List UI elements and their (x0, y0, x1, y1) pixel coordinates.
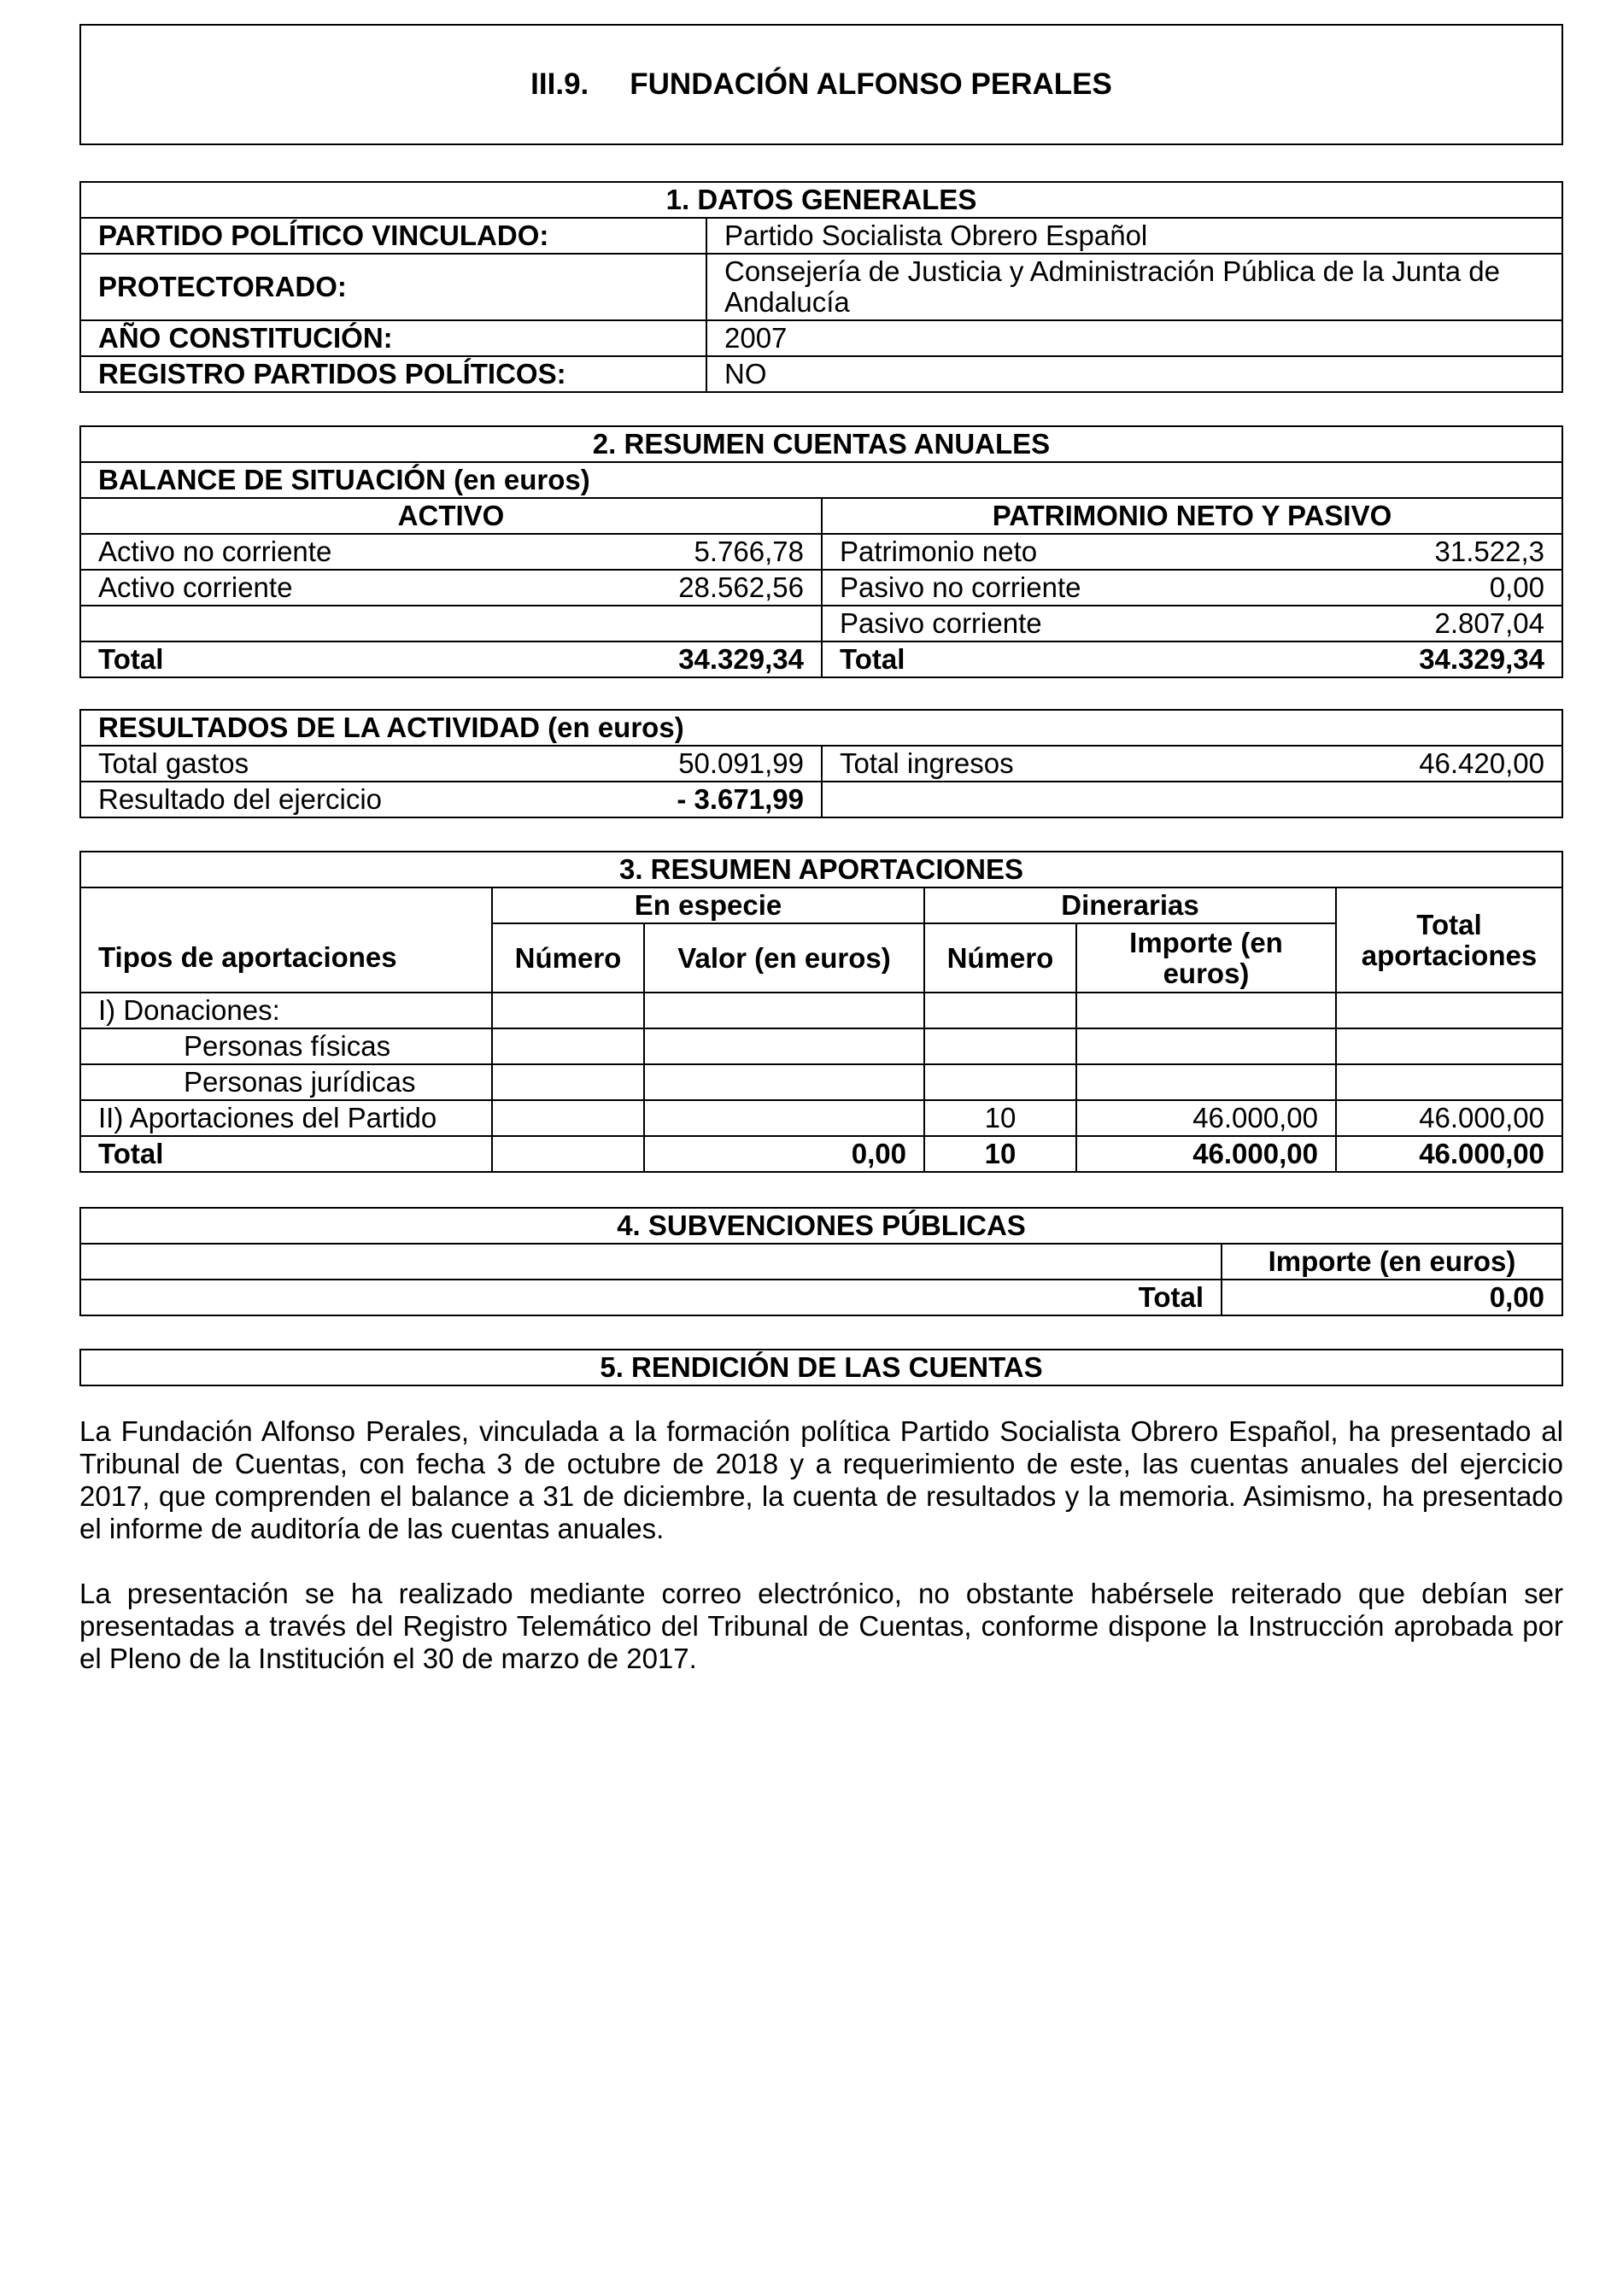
especie-valor (644, 993, 924, 1028)
gastos-value: 50.091,99 (550, 746, 822, 782)
section-number: III.9. (530, 67, 589, 101)
dinerarias-importe: 46.000,00 (1076, 1100, 1336, 1136)
subvenciones-total-label: Total (80, 1280, 1222, 1315)
activo-value: 5.766,78 (550, 534, 822, 570)
dinerarias-numero (924, 1028, 1076, 1064)
empty-cell (80, 1244, 1222, 1280)
importe-header: Importe (en euros) (1076, 923, 1336, 993)
pasivo-value: 2.807,04 (1300, 606, 1562, 641)
balance-title: BALANCE DE SITUACIÓN (en euros) (80, 462, 1562, 498)
total-row (80, 1136, 1562, 1172)
registro-label: REGISTRO PARTIDOS POLÍTICOS: (80, 356, 706, 392)
partido-label: PARTIDO POLÍTICO VINCULADO: (80, 218, 706, 254)
total-pasivo-label: Total (822, 641, 1300, 677)
registro-value: NO (706, 356, 1562, 392)
subvenciones-table (79, 1207, 1563, 1316)
table-row (80, 534, 1562, 570)
ingresos-value: 46.420,00 (1300, 746, 1562, 782)
pasivo-label: Pasivo corriente (822, 606, 1300, 641)
pasivo-label: Pasivo no corriente (822, 570, 1300, 606)
total-especie-valor: 0,00 (644, 1136, 924, 1172)
pasivo-label: Patrimonio neto (822, 534, 1300, 570)
pasivo-header: PATRIMONIO NETO Y PASIVO (822, 498, 1562, 534)
document-title (79, 24, 1563, 145)
activo-value: 28.562,56 (550, 570, 822, 606)
valor-header: Valor (en euros) (644, 923, 924, 993)
rendicion-paragraph-2: La presentación se ha realizado mediante correo electrónico, no obstante habérsele reiterado que debían ser presentadas a través del Registro Telemático del Tribunal de Cuentas, conforme dispone la Instrucción aprobada por el Pleno de la Institución el 30 de marzo de 2017. (79, 1578, 1563, 1674)
activo-label: Activo corriente (80, 570, 550, 606)
resumen-heading: 2. RESUMEN CUENTAS ANUALES (80, 426, 1562, 462)
aportaciones-heading: 3. RESUMEN APORTACIONES (80, 852, 1562, 887)
total-especie-numero (492, 1136, 644, 1172)
activo-label: Activo no corriente (80, 534, 550, 570)
aportaciones-table (79, 851, 1563, 1173)
datos-generales-table (79, 181, 1563, 393)
especie-numero (492, 1064, 644, 1100)
total-label: Total (80, 1136, 492, 1172)
resultado-label: Resultado del ejercicio (80, 782, 550, 817)
table-row (80, 606, 1562, 641)
total-row (80, 641, 1562, 677)
datos-heading: 1. DATOS GENERALES (80, 182, 1562, 218)
table-row (80, 993, 1562, 1028)
table-row (80, 570, 1562, 606)
especie-numero (492, 1028, 644, 1064)
partido-value: Partido Socialista Obrero Español (706, 218, 1562, 254)
dinerarias-numero: 10 (924, 1100, 1076, 1136)
table-row (80, 746, 1562, 782)
especie-numero (492, 1100, 644, 1136)
total-row (80, 1280, 1562, 1315)
especie-numero-header: Número (492, 923, 644, 993)
en-especie-header: En especie (492, 887, 924, 923)
importe-header: Importe (en euros) (1222, 1244, 1562, 1280)
total-aportaciones-header: Total aportaciones (1336, 887, 1562, 993)
total-aportacion (1336, 993, 1562, 1028)
total-aportacion (1336, 1064, 1562, 1100)
dinerarias-header: Dinerarias (924, 887, 1336, 923)
total-activo-value: 34.329,34 (550, 641, 822, 677)
table-row (80, 1064, 1562, 1100)
total-aportacion (1336, 1028, 1562, 1064)
activo-value (550, 606, 822, 641)
total-pasivo-value: 34.329,34 (1300, 641, 1562, 677)
document-page (79, 24, 1563, 1675)
table-row (80, 782, 1562, 817)
total-aportaciones-value: 46.000,00 (1336, 1136, 1562, 1172)
total-aportacion: 46.000,00 (1336, 1100, 1562, 1136)
resumen-cuentas-table (79, 425, 1563, 678)
especie-valor (644, 1028, 924, 1064)
dinerarias-numero-header: Número (924, 923, 1076, 993)
ingresos-label: Total ingresos (822, 746, 1300, 782)
protectorado-label: PROTECTORADO: (80, 254, 706, 320)
rendicion-table (79, 1349, 1563, 1386)
gastos-label: Total gastos (80, 746, 550, 782)
activo-label (80, 606, 550, 641)
empty-cell (822, 782, 1562, 817)
rendicion-paragraph-1: La Fundación Alfonso Perales, vinculada a la formación política Partido Socialista Obrero Español, ha presentado al Tribunal de Cuentas, con fecha 3 de octubre de 2018 y a requerimiento de este, las cuentas anuales del ejercicio 2017, que comprenden el balance a 31 de diciembre, la cuenta de resultados y la memoria. Asimismo, ha presentado el informe de auditoría de las cuentas anuales. (79, 1415, 1563, 1544)
pasivo-value: 31.522,3 (1300, 534, 1562, 570)
tipo-label: Personas jurídicas (80, 1064, 492, 1100)
table-row (80, 1028, 1562, 1064)
especie-numero (492, 993, 644, 1028)
tipos-top-cell (80, 887, 492, 923)
especie-valor (644, 1064, 924, 1100)
resultado-value: - 3.671,99 (550, 782, 822, 817)
tipo-label: II) Aportaciones del Partido (80, 1100, 492, 1136)
ano-label: AÑO CONSTITUCIÓN: (80, 320, 706, 356)
subvenciones-heading: 4. SUBVENCIONES PÚBLICAS (80, 1208, 1562, 1244)
dinerarias-importe (1076, 1028, 1336, 1064)
activo-header: ACTIVO (80, 498, 822, 534)
tipo-label: Personas físicas (80, 1028, 492, 1064)
resultados-table (79, 709, 1563, 818)
rendicion-heading: 5. RENDICIÓN DE LAS CUENTAS (80, 1350, 1562, 1385)
foundation-name: FUNDACIÓN ALFONSO PERALES (630, 67, 1112, 101)
total-dinerarias-importe: 46.000,00 (1076, 1136, 1336, 1172)
especie-valor (644, 1100, 924, 1136)
table-row (80, 1100, 1562, 1136)
subvenciones-total-value: 0,00 (1222, 1280, 1562, 1315)
total-dinerarias-numero: 10 (924, 1136, 1076, 1172)
ano-value: 2007 (706, 320, 1562, 356)
dinerarias-importe (1076, 993, 1336, 1028)
protectorado-value: Consejería de Justicia y Administración Pública de la Junta de Andalucía (706, 254, 1562, 320)
dinerarias-numero (924, 1064, 1076, 1100)
dinerarias-numero (924, 993, 1076, 1028)
pasivo-value: 0,00 (1300, 570, 1562, 606)
tipos-header: Tipos de aportaciones (80, 923, 492, 993)
tipo-label: I) Donaciones: (80, 993, 492, 1028)
total-activo-label: Total (80, 641, 550, 677)
resultados-title: RESULTADOS DE LA ACTIVIDAD (en euros) (80, 710, 1562, 746)
dinerarias-importe (1076, 1064, 1336, 1100)
